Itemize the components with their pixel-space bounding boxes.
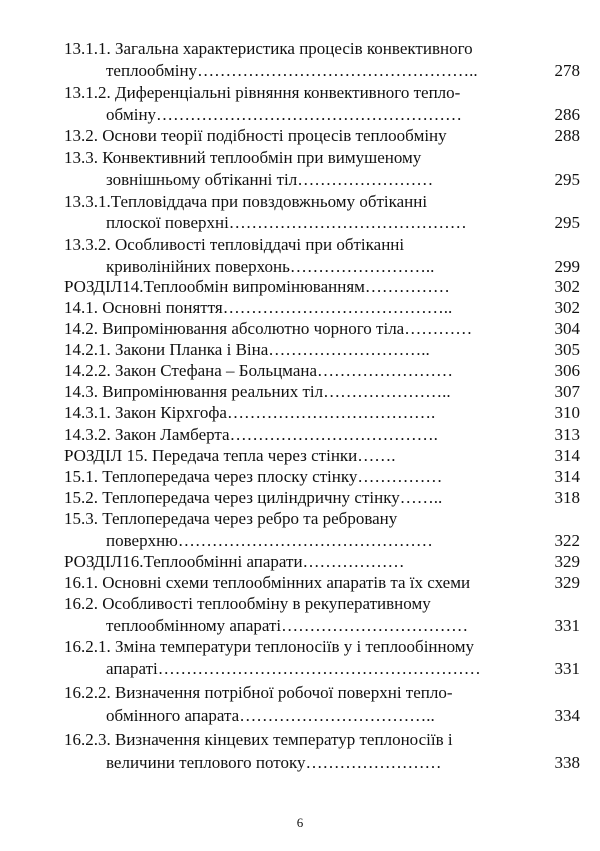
toc-entry-text: 14.2. Випромінювання абсолютно чорного тіла…………: [64, 319, 473, 338]
toc-page-number: 334: [554, 706, 580, 725]
toc-entry-text: 16.2. Особливості теплообміну в рекуперативному: [64, 594, 431, 613]
toc-page-number: 329: [554, 573, 580, 592]
toc-entry-text: 14.3.2. Закон Ламберта……………………………….: [64, 425, 438, 444]
toc-page-number: 302: [554, 298, 580, 317]
toc-page-number: 313: [554, 425, 580, 444]
toc-entry-line: [0, 658, 600, 682]
toc-entry-text: 14.3.1. Закон Кірхгофа……………………………….: [64, 403, 436, 422]
toc-page-number: 310: [554, 403, 580, 422]
toc-page-number: 295: [554, 170, 580, 189]
toc-entry-line: [0, 234, 600, 258]
toc-entry-line: [0, 593, 600, 617]
toc-entry-line: [0, 212, 600, 236]
toc-page-number: 288: [554, 126, 580, 145]
toc-entry-text: РОЗДІЛ 15. Передача тепла через стінки…….: [64, 446, 396, 465]
toc-entry-text: обміну………………………………………………: [106, 105, 463, 124]
toc-entry-text: РОЗДІЛ14.Теплообмін випромінюванням……………: [64, 277, 450, 296]
toc-entry-line: [0, 682, 600, 706]
toc-page-number: 305: [554, 340, 580, 359]
toc-entry-text: 13.3.1.Тепловіддача при повздовжньому обтіканні: [64, 192, 428, 211]
toc-page-number: 331: [554, 616, 580, 635]
toc-page-number: 295: [554, 213, 580, 232]
toc-entry-text: апараті…………………………………………………: [106, 659, 481, 678]
toc-entry-line: [0, 729, 600, 753]
toc-entry-text: 13.3. Конвективний теплообмін при вимушеному: [64, 148, 422, 167]
toc-entry-text: 13.1.2. Диференціальні рівняння конвективного тепло-: [64, 83, 461, 102]
toc-entry-text: поверхню………………………………………: [106, 531, 433, 550]
toc-entry-text: 15.3. Теплопередача через ребро та ребровану: [64, 509, 398, 528]
toc-entry-line: [0, 636, 600, 660]
toc-entry-line: [0, 38, 600, 62]
toc-entry-text: обмінного апарата……………………………..: [106, 706, 435, 725]
toc-page-number: 329: [554, 552, 580, 571]
toc-entry-text: 13.3.2. Особливості тепловіддачі при обтіканні: [64, 235, 405, 254]
toc-entry-line: [0, 402, 600, 426]
toc-entry-line: [0, 752, 600, 776]
toc-page-number: 314: [554, 446, 580, 465]
toc-entry-text: 14.2.1. Закони Планка і Віна………………………..: [64, 340, 430, 359]
toc-page-number: 314: [554, 467, 580, 486]
toc-entry-line: [0, 147, 600, 171]
toc-page-number: 307: [554, 382, 580, 401]
toc-page-number: 302: [554, 277, 580, 296]
toc-page-number: 278: [554, 61, 580, 80]
toc-entry-line: [0, 60, 600, 84]
toc-page-number: 306: [554, 361, 580, 380]
toc-entry-text: 15.2. Теплопередача через циліндричну стінку……..: [64, 488, 443, 507]
toc-entry-line: [0, 125, 600, 149]
toc-entry-text: 14.3. Випромінювання реальних тіл…………………..: [64, 382, 451, 401]
toc-entry-text: 16.2.2. Визначення потрібної робочої поверхні тепло-: [64, 683, 453, 702]
toc-entry-text: плоскої поверхні……………………………………: [106, 213, 467, 232]
toc-entry-line: [0, 508, 600, 532]
toc-entry-text: 13.1.1. Загальна характеристика процесів конвективного: [64, 39, 473, 58]
toc-entry-line: [0, 705, 600, 729]
toc-entry-line: [0, 169, 600, 193]
toc-entry-text: 13.2. Основи теорії подібності процесів теплообміну: [64, 126, 447, 145]
toc-entry-text: теплообмінному апараті……………………………: [106, 616, 469, 635]
toc-entry-text: 14.1. Основні поняття…………………………………..: [64, 298, 453, 317]
toc-entry-text: РОЗДІЛ16.Теплообмінні апарати………………: [64, 552, 405, 571]
toc-page-number: 338: [554, 753, 580, 772]
toc-entry-text: величини теплового потоку……………………: [106, 753, 442, 772]
toc-page-number: 286: [554, 105, 580, 124]
toc-entry-text: зовнішньому обтіканні тіл……………………: [106, 170, 434, 189]
toc-entry-text: 15.1. Теплопередача через плоску стінку……………: [64, 467, 443, 486]
toc-page-number: 304: [554, 319, 580, 338]
toc-entry-text: теплообміну…………………………………………..: [106, 61, 478, 80]
toc-page-number: 331: [554, 659, 580, 678]
page-number: 6: [296, 815, 304, 830]
toc-page-number: 318: [554, 488, 580, 507]
toc-page-number: 299: [554, 257, 580, 276]
toc-entry-text: 16.2.1. Зміна температури теплоносіїв у і теплообінному: [64, 637, 475, 656]
toc-entry-text: 16.2.3. Визначення кінцевих температур теплоносіїв і: [64, 730, 453, 749]
toc-page-number: 322: [554, 531, 580, 550]
toc-entry-text: 16.1. Основні схеми теплообмінних апаратів та їх схеми: [64, 573, 471, 592]
toc-entry-text: 14.2.2. Закон Стефана – Больцмана……………………: [64, 361, 454, 380]
toc-entry-line: [0, 82, 600, 106]
toc-entry-text: криволінійних поверхонь……………………..: [106, 257, 435, 276]
